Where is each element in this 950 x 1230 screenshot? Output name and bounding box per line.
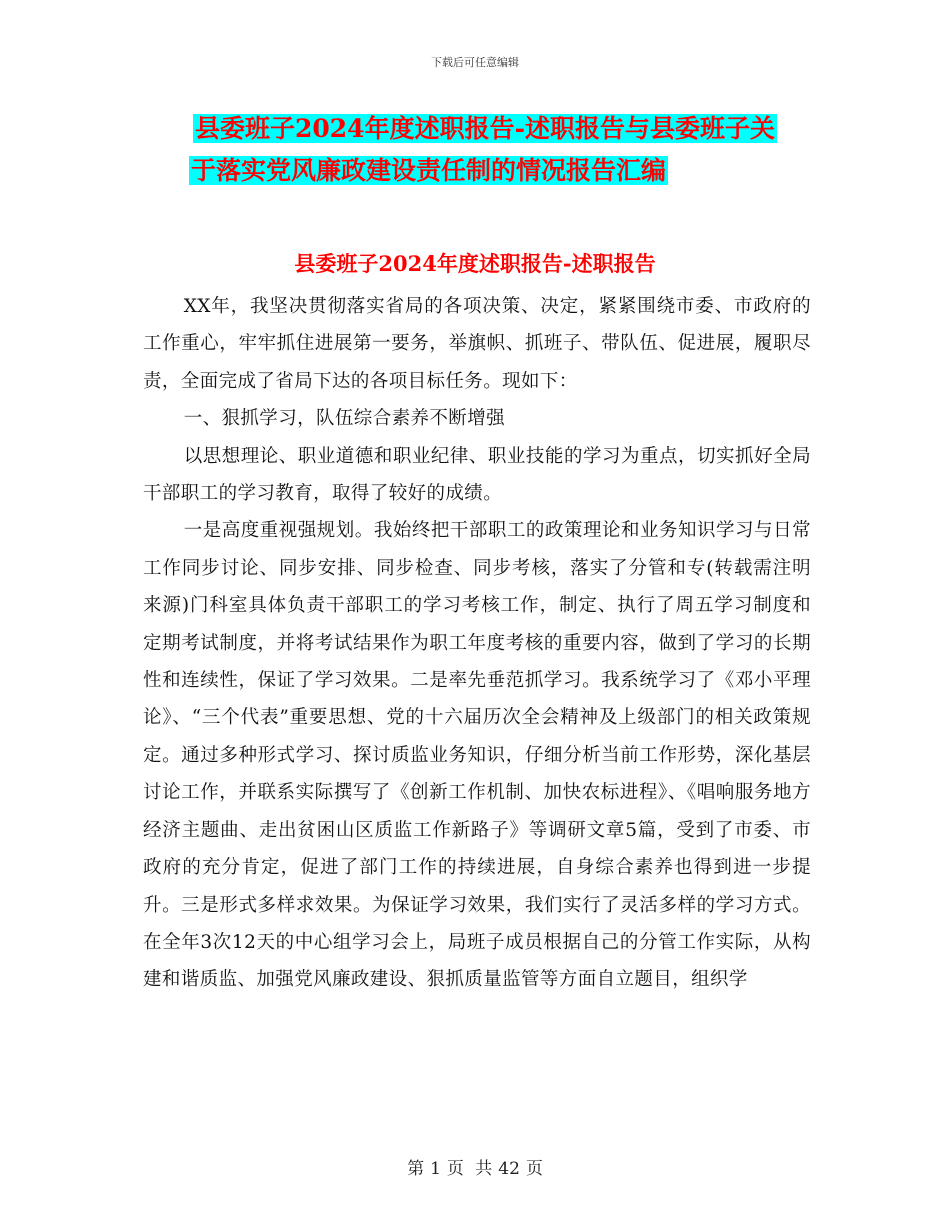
page-footer: [0, 1154, 950, 1179]
main-title-line-1-text: 县委班子2024年度述职报告-述职报告与县委班子关: [195, 114, 775, 143]
section-title: 县委班子2024年度述职报告-述职报告: [294, 251, 656, 276]
footer-prefix: 第: [407, 1159, 425, 1179]
paragraph-focus: 以思想理论、职业道德和职业纪律、职业技能的学习为重点，切实抓好全局干部职工的学习教育，取得了较好的成绩。: [143, 445, 811, 505]
paragraph-intro: XX年，我坚决贯彻落实省局的各项决策、决定，紧紧围绕市委、市政府的工作重心，牢牢抓住进展第一要务，举旗帜、抓班子、带队伍、促进展，履职尽责，全面完成了省局下达的各项目标任务。现如下：: [143, 296, 811, 392]
footer-page-number: 1: [430, 1159, 441, 1179]
document-main-title: [145, 108, 825, 192]
body-text: [143, 288, 811, 999]
main-title-line-1: [145, 108, 825, 150]
main-title-line-2-text: 于落实党风廉政建设责任制的情况报告汇编: [191, 156, 667, 185]
paragraph-heading-1: 一、狠抓学习，队伍综合素养不断增强: [183, 408, 505, 430]
footer-suffix: 页: [525, 1159, 543, 1179]
main-title-line-2: [145, 150, 825, 192]
header-note: 下载后可任意编辑: [431, 56, 519, 69]
paragraph-details: 一是高度重视强规划。我始终把干部职工的政策理论和业务知识学习与日常工作同步讨论、同步安排、同步检查、同步考核，落实了分管和专(转载需注明来源)门科室具体负责干部职工的学习考核工作，制定、执行了周五学习制度和定期考试制度，并将考试结果作为职工年度考核的重要内容，做到了学习的长期性和连续性，保证了学习效果。二是率先垂范抓学习。我系统学习了《邓小平理论》、“三个代表”重要思想、党的十六届历次全会精神及上级部门的相关政策规定。通过多种形式学习、探讨质监业务知识，仔细分析当前工作形势，深化基层讨论工作，并联系实际撰写了《创新工作机制、加快农标进程》、《唱响服务地方经济主题曲、走出贫困山区质监工作新路子》等调研文章5篇，受到了市委、市政府的充分肯定，促进了部门工作的持续进展，自身综合素养也得到进一步提升。三是形式多样求效果。为保证学习效果，我们实行了灵活多样的学习方式。在全年3次12天的中心组学习会上，局班子成员根据自己的分管工作实际，从构建和谐质监、加强党风廉政建设、狠抓质量监管等方面自立题目，组织学: [143, 520, 811, 991]
footer-total-pages: 42: [498, 1159, 520, 1179]
footer-middle: 页 共: [446, 1159, 493, 1179]
